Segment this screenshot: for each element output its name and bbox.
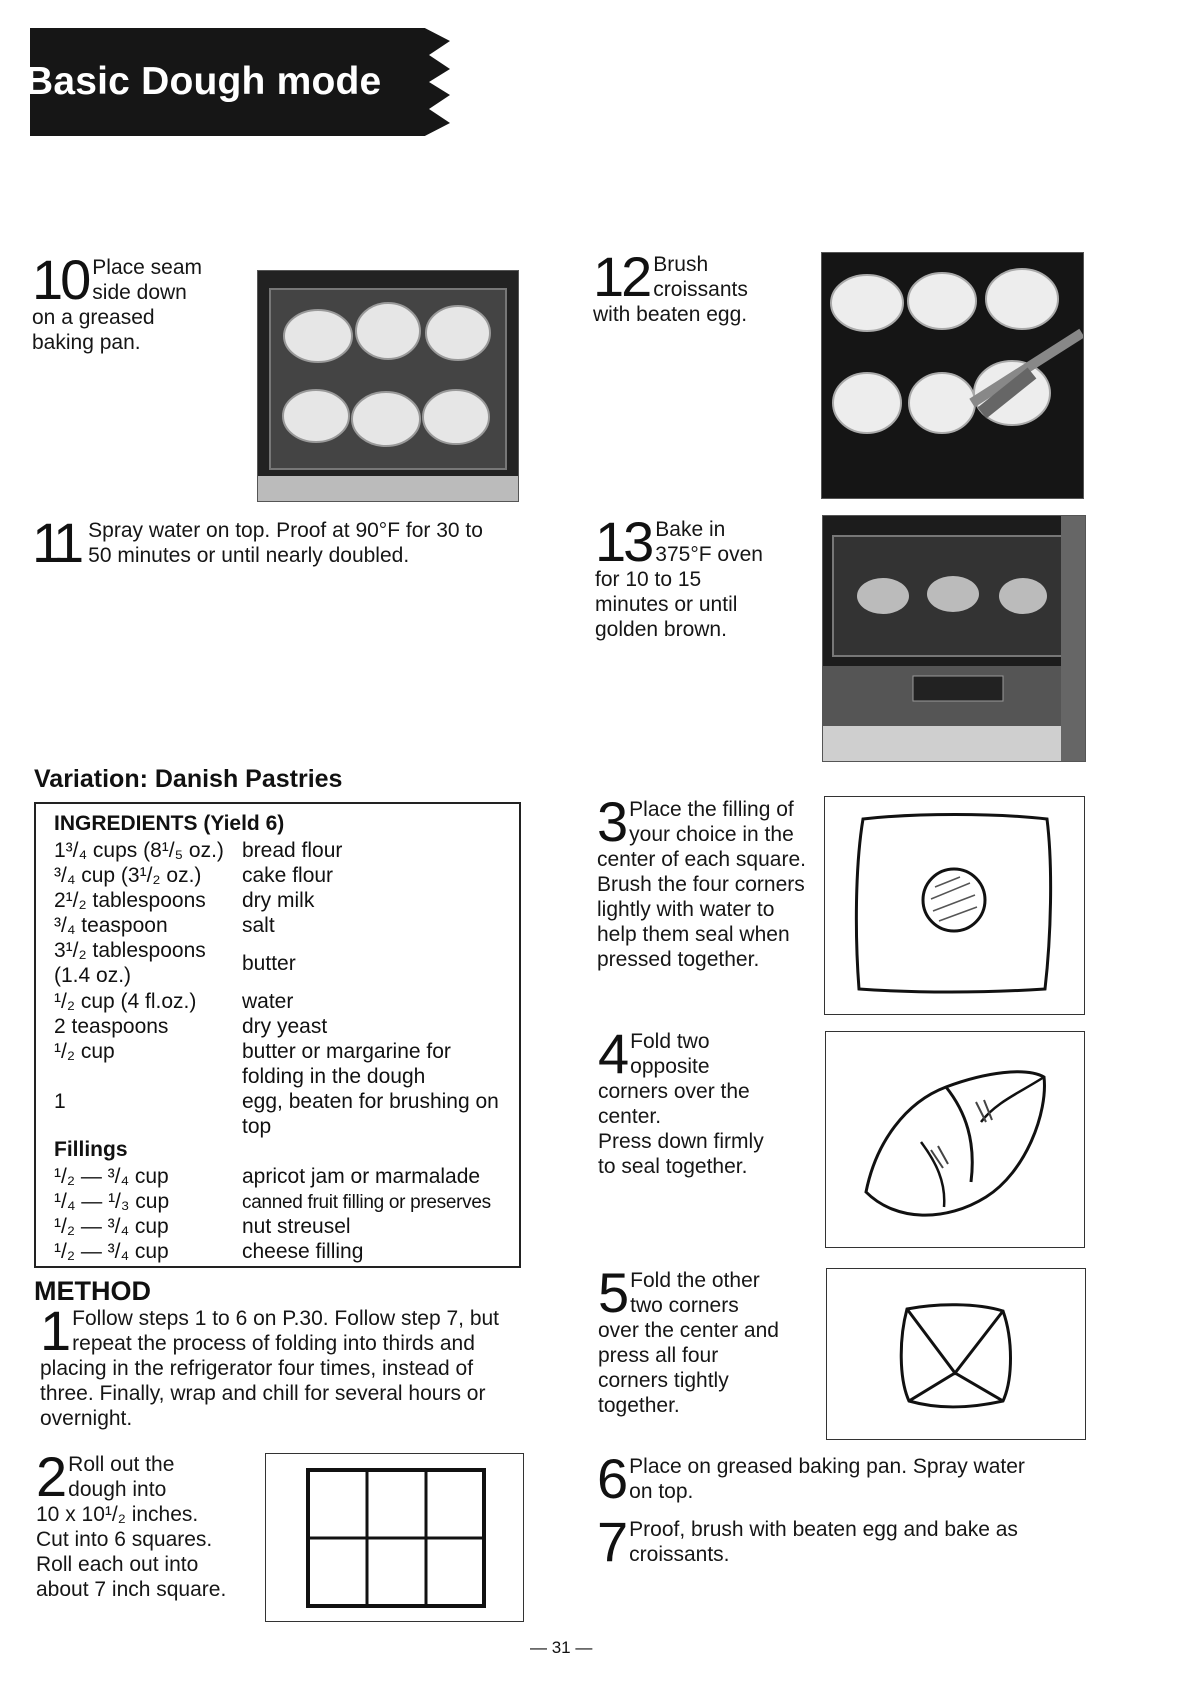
step-text-line: for 10 to 15	[595, 568, 702, 591]
step-text-line: Roll each out into	[36, 1553, 199, 1576]
step-13	[595, 510, 795, 642]
drawing-fold-four-corners	[826, 1268, 1086, 1440]
method-step-1	[40, 1299, 540, 1431]
drawing-fold-two-corners	[825, 1031, 1085, 1248]
step-text-line: Fold the other	[630, 1269, 760, 1292]
filling-item: nut streusel	[242, 1215, 351, 1238]
step-text-line: baking pan.	[32, 331, 141, 354]
step-text-line: croissants	[653, 278, 748, 301]
step-text-line: two corners	[630, 1294, 739, 1317]
step-text-line: overnight.	[40, 1407, 133, 1430]
step-text-line: help them seal when	[597, 923, 790, 946]
step-text-line: 50 minutes or until nearly doubled.	[88, 544, 410, 567]
method-step-5	[598, 1261, 818, 1418]
step-text-line: on top.	[629, 1480, 694, 1503]
step-text-line: Place on greased baking pan. Spray water	[629, 1455, 1025, 1478]
step-number: 4	[598, 1022, 627, 1085]
method-step-7	[597, 1510, 1067, 1573]
step-text-line: Proof, brush with beaten egg and bake as	[629, 1518, 1018, 1541]
step-number: 7	[597, 1510, 626, 1573]
filling-item: canned fruit filling or preserves	[242, 1192, 491, 1213]
ingredient-item: water	[242, 990, 294, 1013]
step-text-line: with beaten egg.	[593, 303, 748, 326]
step-text-line: 10 x 10¹/₂ inches.	[36, 1503, 199, 1526]
filling-qty: ¹/₂ — ³/₄ cup	[54, 1215, 169, 1238]
step-text-line: Press down firmly	[598, 1130, 764, 1153]
ingredient-qty: 2¹/₂ tablespoons	[54, 889, 206, 912]
step-text-line: center of each square.	[597, 848, 806, 871]
ingredient-item: dry yeast	[242, 1015, 328, 1038]
ingredient-qty: 2 teaspoons	[54, 1015, 169, 1038]
step-text-line: Bake in	[655, 518, 726, 541]
ingredient-qty: 1³/₄ cups (8¹/₅ oz.)	[54, 839, 224, 862]
filling-qty: ¹/₄ — ¹/₃ cup	[54, 1190, 170, 1213]
method-step-3	[597, 790, 827, 972]
filling-item: apricot jam or marmalade	[242, 1165, 481, 1188]
step-12	[593, 245, 793, 327]
step-text-line: croissants.	[629, 1543, 730, 1566]
step-text-line: Place the filling of	[629, 798, 794, 821]
step-text-line: pressed together.	[597, 948, 760, 971]
ingredients-box	[34, 802, 521, 1268]
step-text-line: lightly with water to	[597, 898, 775, 921]
step-number: 12	[593, 245, 650, 308]
step-number: 5	[598, 1261, 627, 1324]
step-text-line: repeat the process of folding into thirds and	[72, 1332, 475, 1355]
step-text-line: about 7 inch square.	[36, 1578, 227, 1601]
step-text-line: over the center and	[598, 1319, 779, 1342]
ingredient-item: butter	[242, 952, 296, 975]
step-11	[32, 511, 532, 574]
step-text-line: Roll out the	[68, 1453, 175, 1476]
step-text-line: together.	[598, 1394, 680, 1417]
ingredient-item: bread flour	[242, 839, 343, 862]
step-text-line: Cut into 6 squares.	[36, 1528, 213, 1551]
method-step-6	[597, 1447, 1067, 1510]
step-number: 11	[32, 511, 79, 574]
step-text-line: press all four	[598, 1344, 719, 1367]
page-number: — 31 —	[530, 1638, 593, 1657]
step-text-line: side down	[92, 281, 187, 304]
step-number: 3	[597, 790, 626, 853]
step-text-line: on a greased	[32, 306, 155, 329]
step-text-line: golden brown.	[595, 618, 727, 641]
step-text-line: your choice in the	[629, 823, 794, 846]
step-text-line: three. Finally, wrap and chill for several hours or	[40, 1382, 486, 1405]
ingredient-item: salt	[242, 914, 275, 937]
step-number: 2	[36, 1445, 65, 1508]
step-text-line: Place seam	[92, 256, 203, 279]
step-text-line: Spray water on top. Proof at 90°F for 30 to	[88, 519, 483, 542]
ingredient-item: butter or margarine for	[242, 1040, 451, 1063]
step-text-line: corners tightly	[598, 1369, 729, 1392]
fillings-title: Fillings	[54, 1138, 128, 1161]
ingredient-qty: 1	[54, 1090, 66, 1113]
step-text-line: corners over the	[598, 1080, 750, 1103]
ingredient-item: cake flour	[242, 864, 334, 887]
method-step-4	[598, 1022, 818, 1179]
method-title: METHOD	[34, 1276, 151, 1306]
step-text-line: opposite	[630, 1055, 710, 1078]
photo-brushing-croissants	[821, 252, 1084, 499]
step-text-line: Brush	[653, 253, 709, 276]
filling-item: cheese filling	[242, 1240, 364, 1263]
step-number: 13	[595, 510, 652, 573]
ingredients-title: INGREDIENTS (Yield 6)	[54, 812, 285, 835]
ingredient-qty: ¹/₂ cup (4 fl.oz.)	[54, 990, 197, 1013]
ingredient-qty: (1.4 oz.)	[54, 964, 132, 987]
ingredient-qty: ³/₄ teaspoon	[54, 914, 168, 937]
step-number: 1	[40, 1299, 69, 1362]
variation-title: Variation: Danish Pastries	[34, 765, 343, 793]
method-step-2	[36, 1445, 261, 1602]
ingredient-item: dry milk	[242, 889, 315, 912]
ingredient-qty: ¹/₂ cup	[54, 1040, 115, 1063]
filling-qty: ¹/₂ — ³/₄ cup	[54, 1240, 169, 1263]
step-text-line: Brush the four corners	[597, 873, 805, 896]
step-text-line: center.	[598, 1105, 662, 1128]
ingredient-item: egg, beaten for brushing on	[242, 1090, 499, 1113]
page-title: Basic Dough mode	[25, 60, 382, 103]
ingredient-qty: ³/₄ cup (3¹/₂ oz.)	[54, 864, 202, 887]
photo-oven-baking	[822, 515, 1086, 762]
ingredient-qty: 3¹/₂ tablespoons	[54, 939, 206, 962]
step-text-line: to seal together.	[598, 1155, 748, 1178]
photo-croissants-on-pan	[257, 270, 519, 502]
step-text-line: dough into	[68, 1478, 167, 1501]
step-10	[32, 248, 232, 355]
step-text-line: minutes or until	[595, 593, 738, 616]
step-number: 6	[597, 1447, 626, 1510]
step-text-line: Fold two	[630, 1030, 710, 1053]
ingredient-item: folding in the dough	[242, 1065, 426, 1088]
step-text-line: Follow steps 1 to 6 on P.30. Follow step 7, but	[72, 1307, 500, 1330]
drawing-filling-on-square	[824, 796, 1085, 1015]
step-text-line: placing in the refrigerator four times, instead of	[40, 1357, 474, 1380]
step-number: 10	[32, 248, 89, 311]
ingredient-item: top	[242, 1115, 272, 1138]
drawing-dough-grid	[265, 1453, 524, 1622]
step-text-line: 375°F oven	[655, 543, 763, 566]
filling-qty: ¹/₂ — ³/₄ cup	[54, 1165, 169, 1188]
